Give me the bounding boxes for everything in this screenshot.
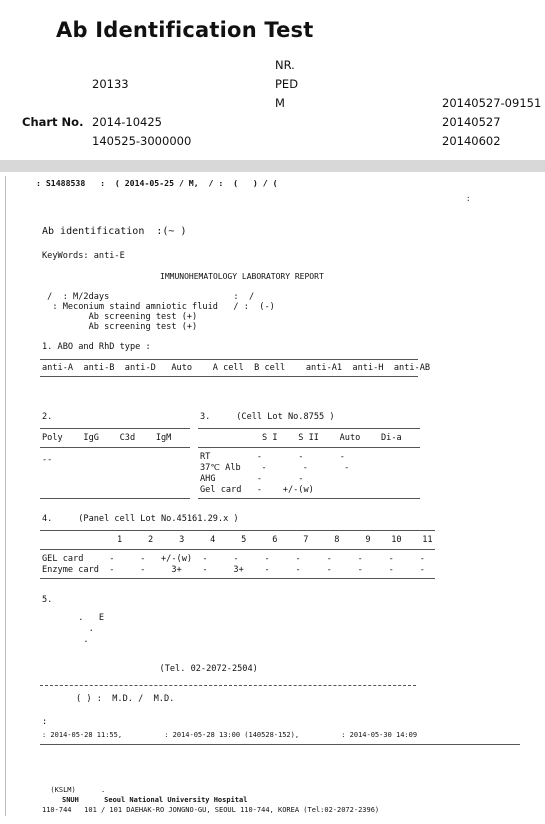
screen-row-37c: 37℃ Alb - - -: [200, 463, 350, 473]
report-date-value: 20140602: [442, 134, 501, 148]
screen-row-rt: RT - - -: [200, 452, 345, 462]
reference-line: Ab identification :(~ ): [42, 226, 187, 237]
info-line-2: : Meconium staind amniotic fluid / : (-): [42, 302, 275, 312]
header-row-patient-name: [22, 94, 191, 113]
header-row-resident-no: [22, 132, 191, 151]
conclusion-line-3: .: [42, 635, 89, 645]
info-line-1: / : M/2days : /: [42, 292, 260, 302]
accession-value: 20140527-09151: [442, 96, 542, 110]
screen-row-ahg: AHG - -: [200, 474, 304, 484]
report-title-en: Ab Identification Test: [56, 18, 314, 42]
hospital-code-value: 20133: [92, 77, 129, 91]
dates-line: : 2014-05-28 11:55, : 2014-05-28 13:00 (140528-152), : 2014-05-30 14:09: [42, 731, 418, 739]
reporter-rule: [40, 685, 416, 686]
request-date-value: 20140527: [442, 115, 501, 129]
header-row-chart-no: [22, 113, 191, 132]
abo-rule-bottom: [40, 376, 418, 377]
dat-rule-top: [40, 428, 190, 429]
header-row-doctor: [384, 56, 541, 75]
ward-value: NR.: [275, 58, 295, 72]
blood-bank-line: (Tel. 02-2072-2504): [144, 664, 258, 674]
header-right: [384, 56, 541, 151]
panel-gel-row: GEL card - - +/-(w) - - - - - - - -: [42, 554, 425, 564]
conclusion-line-2: .: [42, 624, 94, 634]
dat-rule-mid: [40, 447, 190, 448]
resident-no-value: 140525-3000000: [92, 134, 192, 148]
header-row-clinical-info: [384, 75, 541, 94]
footer-rule: [40, 744, 520, 745]
lab-report-title: IMMUNOHEMATOLOGY LABORATORY REPORT: [160, 272, 324, 281]
dept-value: PED: [275, 77, 299, 91]
screen-row-gel: Gel card - +/-(w): [200, 485, 314, 495]
chart-no-label: Chart No.: [22, 115, 84, 129]
header-row-report-date: [384, 132, 541, 151]
screen-rule-top: [198, 428, 420, 429]
panel-cell-numbers: 1 2 3 4 5 6 7 8 9 10 11: [117, 535, 433, 545]
screen-rule-bottom: [198, 498, 420, 499]
chart-no-value: 2014-10425: [92, 115, 162, 129]
footer-line-3: 110-744 101 / 101 DAEHAK-RO JONGNO-GU, SEOUL 110-744, KOREA (Tel:02-2072-2396): [42, 806, 380, 814]
header-row-ward: [230, 56, 343, 75]
header-row-request-date: [384, 113, 541, 132]
header-row-sex: [230, 94, 343, 113]
info-line-4: Ab screening test (+): [42, 322, 198, 332]
abo-rule-top: [40, 359, 418, 360]
panel-rule-bottom: [40, 578, 435, 579]
abo-columns: anti-A anti-B anti-D Auto A cell B cell anti-A1 anti-H anti-AB: [42, 363, 431, 373]
section-5-title: 5.: [42, 595, 58, 605]
dat-values: --: [42, 455, 53, 465]
footer-line-1: (KSLM) .: [42, 786, 106, 794]
section-1-title: 1. ABO and RhD type :: [42, 342, 151, 352]
header-mid: [230, 56, 343, 113]
dat-rule-bottom: [40, 498, 190, 499]
doctor-line: :: [466, 194, 471, 203]
header-row-accession: [384, 94, 541, 113]
header-separator: [0, 160, 545, 172]
screen-columns: S I S II Auto Di-a: [262, 433, 402, 443]
screen-rule-mid: [198, 447, 420, 448]
info-line-3: Ab screening test (+): [42, 312, 198, 322]
section-3-title: 3. (Cell Lot No.8755 ): [200, 412, 335, 422]
patient-line: : S1488538 : ( 2014-05-25 / M, / : ( ) / (: [36, 178, 278, 188]
keywords-line: KeyWords: anti-E: [42, 251, 125, 261]
panel-rule-top: [40, 530, 435, 531]
panel-enzyme-row: Enzyme card - - 3+ - 3+ - - - - - -: [42, 565, 425, 575]
header-row-hospital-code: [22, 75, 191, 94]
header-row-institution: [22, 56, 191, 75]
report-title: [56, 18, 319, 42]
dat-columns: Poly IgG C3d IgM: [42, 433, 172, 443]
conclusion-line-1: . E: [42, 613, 146, 623]
panel-rule-mid: [40, 549, 435, 550]
sex-value: M: [275, 96, 285, 110]
note-line: :: [42, 717, 48, 727]
header-row-dept: [230, 75, 343, 94]
section-2-title: 2.: [42, 412, 68, 422]
footer-line-2: SNUH Seoul National University Hospital: [62, 796, 248, 804]
scan-left-edge: [5, 176, 6, 816]
header-left: [22, 56, 191, 151]
reporter-line: ( ) : M.D. / M.D.: [76, 694, 175, 704]
section-4-title: 4. (Panel cell Lot No.45161.29.x ): [42, 514, 239, 524]
